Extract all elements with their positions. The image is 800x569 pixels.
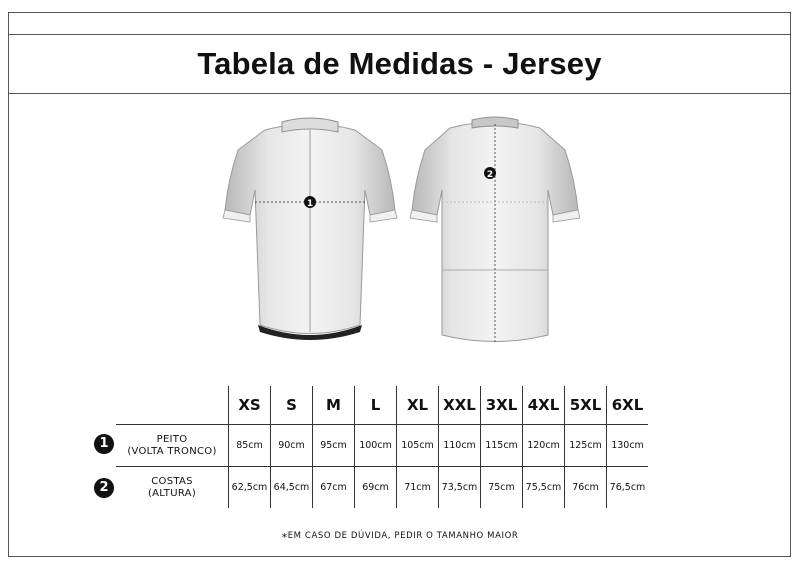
back-value-l: 69cm <box>355 467 397 509</box>
row-1-badge-icon: 1 <box>94 434 114 454</box>
back-length-row <box>116 467 648 509</box>
back-jersey <box>410 117 580 342</box>
title-bar <box>8 35 791 94</box>
chest-row <box>116 425 648 467</box>
top-band <box>8 12 791 35</box>
chest-value-xxl: 110cm <box>439 425 481 467</box>
back-value-5xl: 76cm <box>565 467 607 509</box>
chest-value-4xl: 120cm <box>523 425 565 467</box>
size-m: M <box>313 386 355 425</box>
note-asterisk: * <box>281 531 288 544</box>
back-value-xxl: 73,5cm <box>439 467 481 509</box>
marker-2-label: 2 <box>486 170 494 180</box>
chest-value-xs: 85cm <box>229 425 271 467</box>
jersey-illustration <box>210 110 590 350</box>
chest-label-line1: PEITO <box>156 433 188 445</box>
size-4xl: 4XL <box>523 386 565 425</box>
row-2-badge-icon: 2 <box>94 478 114 498</box>
chest-value-l: 100cm <box>355 425 397 467</box>
size-5xl: 5XL <box>565 386 607 425</box>
size-xxl: XXL <box>439 386 481 425</box>
back-value-6xl: 76,5cm <box>607 467 649 509</box>
back-length-label-line1: COSTAS <box>151 475 193 487</box>
back-value-xl: 71cm <box>397 467 439 509</box>
chest-value-3xl: 115cm <box>481 425 523 467</box>
size-3xl: 3XL <box>481 386 523 425</box>
note-text: EM CASO DE DÚVIDA, PEDIR O TAMANHO MAIOR <box>287 531 519 541</box>
page-title: Tabela de Medidas - Jersey <box>197 46 602 81</box>
size-s: S <box>271 386 313 425</box>
back-value-m: 67cm <box>313 467 355 509</box>
back-length-label-line2: (ALTURA) <box>147 487 197 499</box>
chest-value-xl: 105cm <box>397 425 439 467</box>
size-xs: XS <box>229 386 271 425</box>
size-xl: XL <box>397 386 439 425</box>
chest-value-5xl: 125cm <box>565 425 607 467</box>
chest-value-s: 90cm <box>271 425 313 467</box>
chest-value-m: 95cm <box>313 425 355 467</box>
size-l: L <box>355 386 397 425</box>
back-value-4xl: 75,5cm <box>523 467 565 509</box>
back-value-s: 64,5cm <box>271 467 313 509</box>
size-header-row <box>116 386 648 425</box>
back-value-3xl: 75cm <box>481 467 523 509</box>
marker-1-label: 1 <box>306 199 314 209</box>
chest-label <box>116 425 229 467</box>
header-spacer <box>116 386 229 425</box>
front-jersey <box>223 118 397 340</box>
back-value-xs: 62,5cm <box>229 467 271 509</box>
size-table <box>116 386 648 508</box>
chest-value-6xl: 130cm <box>607 425 649 467</box>
size-note <box>0 531 800 544</box>
chest-label-line2: (VOLTA TRONCO) <box>127 445 217 457</box>
back-length-label <box>116 467 229 509</box>
size-6xl: 6XL <box>607 386 649 425</box>
